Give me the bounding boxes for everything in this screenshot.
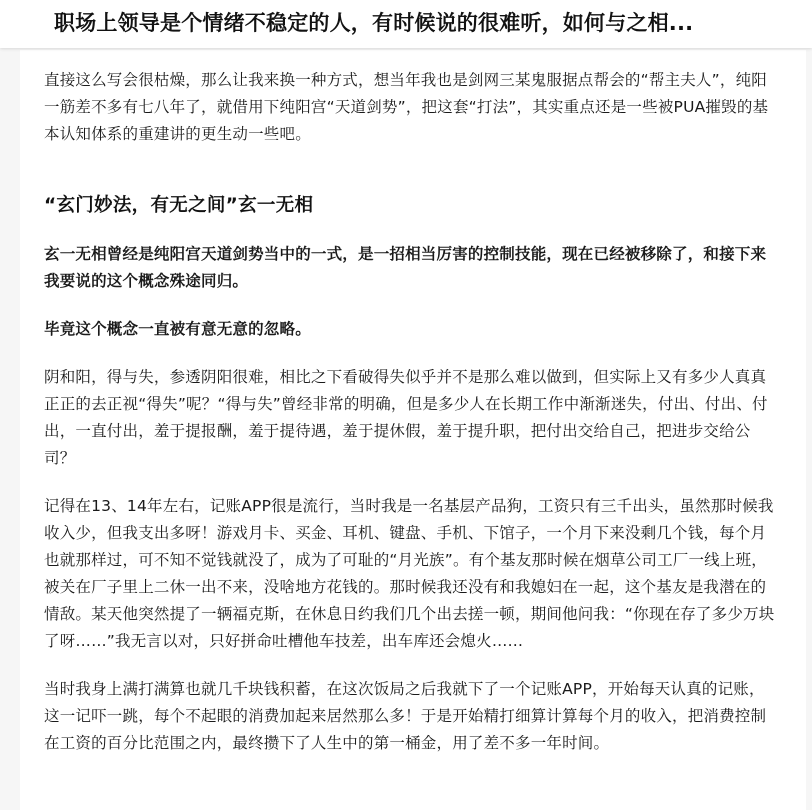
spacer	[44, 148, 776, 192]
paragraph-savings: 当时我身上满打满算也就几千块钱积蓄，在这次饭局之后我就下了一个记账APP，开始每天认真的记账，这一记吓一跳，每个不起眼的消费加起来居然那么多！于是开始精打细算计算每个月的收入，把消费控制在工资的百分比范围之内，最终攒下了人生中的第一桶金，用了差不多一年时间。	[44, 680, 767, 752]
top-header-bar	[0, 0, 812, 48]
section-heading: “玄门妙法，有无之间”玄一无相	[44, 195, 314, 216]
paragraph-bold-2: 毕竟这个概念一直被有意无意的忽略。	[44, 320, 311, 338]
spacer	[44, 472, 776, 493]
paragraph-gain-loss: 阴和阳，得与失，参透阴阳很难，相比之下看破得失似乎并不是那么难以做到，但实际上又有多少人真真正正的去正视“得失”呢？“得与失”曾经非常的明确，但是多少人在长期工作中渐渐迷失，付出、付出、付出，一直付出，羞于提报酬，羞于提待遇，羞于提休假，羞于提升职，把付出交给自己，把进步交给公司？	[44, 368, 768, 467]
answer-content	[44, 67, 776, 757]
paragraph-intro: 直接这么写会很枯燥，那么让我来换一种方式，想当年我也是剑网三某鬼服据点帮会的“帮主夫人”，纯阳一筋差不多有七八年了，就借用下纯阳宫“天道剑势”，把这套“打法”，其实重点还是一些被PUA摧毁的基本认知体系的重建讲的更生动一些吧。	[44, 71, 769, 143]
spacer	[44, 343, 776, 364]
question-title[interactable]: 职场上领导是个情绪不稳定的人，有时候说的很难听，如何与之相...	[54, 11, 694, 35]
paragraph-bold-1: 玄一无相曾经是纯阳宫天道剑势当中的一式，是一招相当厉害的控制技能，现在已经被移除了，和接下来我要说的这个概念殊途同归。	[44, 245, 767, 290]
answer-card	[20, 50, 806, 810]
spacer	[44, 295, 776, 316]
spacer	[44, 220, 776, 241]
paragraph-story: 记得在13、14年左右，记账APP很是流行，当时我是一名基层产品狗，工资只有三千出头，虽然那时候我收入少，但我支出多呀！游戏月卡、买金、耳机、键盘、手机、下馆子，一个月下来没剩几个钱，每个月也就那样过，可不知不觉钱就没了，成为了可耻的“月光族”。有个基友那时候在烟草公司工厂一线上班，被关在厂子里上二休一出不来，没啥地方花钱的。那时候我还没有和我媳妇在一起，这个基友是我潜在的情敌。某天他突然提了一辆福克斯，在休息日约我们几个出去搓一顿，期间他问我：“你现在存了多少万块了呀……”我无言以对，只好拼命吐槽他车技差，出车库还会熄火……	[44, 497, 775, 650]
spacer	[44, 655, 776, 676]
